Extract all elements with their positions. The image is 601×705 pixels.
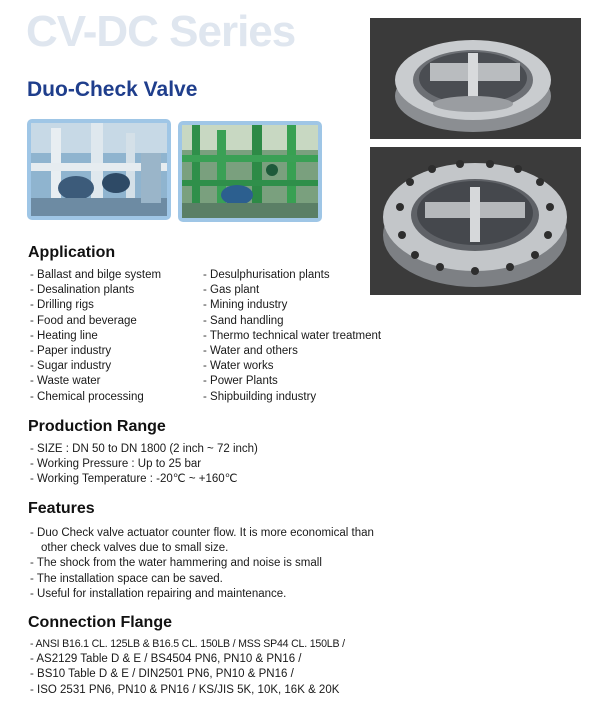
list-item: - Power Plants <box>203 374 381 389</box>
list-item: - Waste water <box>30 374 161 389</box>
production-range-heading: Production Range <box>28 418 166 435</box>
features-heading: Features <box>28 500 95 517</box>
list-item: - SIZE : DN 50 to DN 1800 (2 inch ~ 72 inch) <box>30 442 258 457</box>
list-item: - ANSI B16.1 CL. 125LB & B16.5 CL. 150LB / MSS SP44 CL. 150LB / <box>30 637 345 652</box>
list-item: - Paper industry <box>30 344 161 359</box>
plant-photo-2 <box>178 121 322 222</box>
list-item: - Ballast and bilge system <box>30 268 161 283</box>
list-item: - Food and beverage <box>30 314 161 329</box>
product-subtitle: Duo-Check Valve <box>27 78 198 101</box>
production-range-list <box>30 442 258 488</box>
list-item: - ISO 2531 PN6, PN10 & PN16 / KS/JIS 5K, 10K, 16K & 20K <box>30 683 345 698</box>
application-list-col2 <box>203 268 381 405</box>
list-item-continuation: other check valves due to small size. <box>41 542 229 555</box>
list-item: - Chemical processing <box>30 390 161 405</box>
list-item: - Desulphurisation plants <box>203 268 381 283</box>
list-item: - Working Temperature : -20℃ ~ +160℃ <box>30 472 258 487</box>
list-item: - The installation space can be saved. <box>30 572 374 587</box>
list-item: - Useful for installation repairing and maintenance. <box>30 587 374 602</box>
list-item: - Sugar industry <box>30 359 161 374</box>
list-item: - Water and others <box>203 344 381 359</box>
application-heading: Application <box>28 244 116 261</box>
list-item: - Heating line <box>30 329 161 344</box>
list-item: - Water works <box>203 359 381 374</box>
application-list-col1 <box>30 268 161 405</box>
features-list <box>30 526 374 602</box>
list-item: - Thermo technical water treatment <box>203 329 381 344</box>
list-item: - Sand handling <box>203 314 381 329</box>
plant-photo-1 <box>27 119 171 220</box>
list-item: - Gas plant <box>203 283 381 298</box>
connection-flange-heading: Connection Flange <box>28 614 172 631</box>
valve-photo-wafer <box>370 18 581 139</box>
list-item: - BS10 Table D & E / DIN2501 PN6, PN10 & PN16 / <box>30 667 345 682</box>
list-item: - Desalination plants <box>30 283 161 298</box>
connection-flange-list <box>30 637 345 698</box>
valve-photo-flanged <box>370 147 581 295</box>
list-item: - Working Pressure : Up to 25 bar <box>30 457 258 472</box>
list-item: - The shock from the water hammering and noise is small <box>30 556 374 571</box>
list-item: - Duo Check valve actuator counter flow. It is more economical than <box>30 526 374 541</box>
list-item: - Drilling rigs <box>30 298 161 313</box>
series-title: CV-DC Series <box>26 7 296 56</box>
list-item: - Mining industry <box>203 298 381 313</box>
list-item: - Shipbuilding industry <box>203 390 381 405</box>
list-item: - AS2129 Table D & E / BS4504 PN6, PN10 & PN16 / <box>30 652 345 667</box>
